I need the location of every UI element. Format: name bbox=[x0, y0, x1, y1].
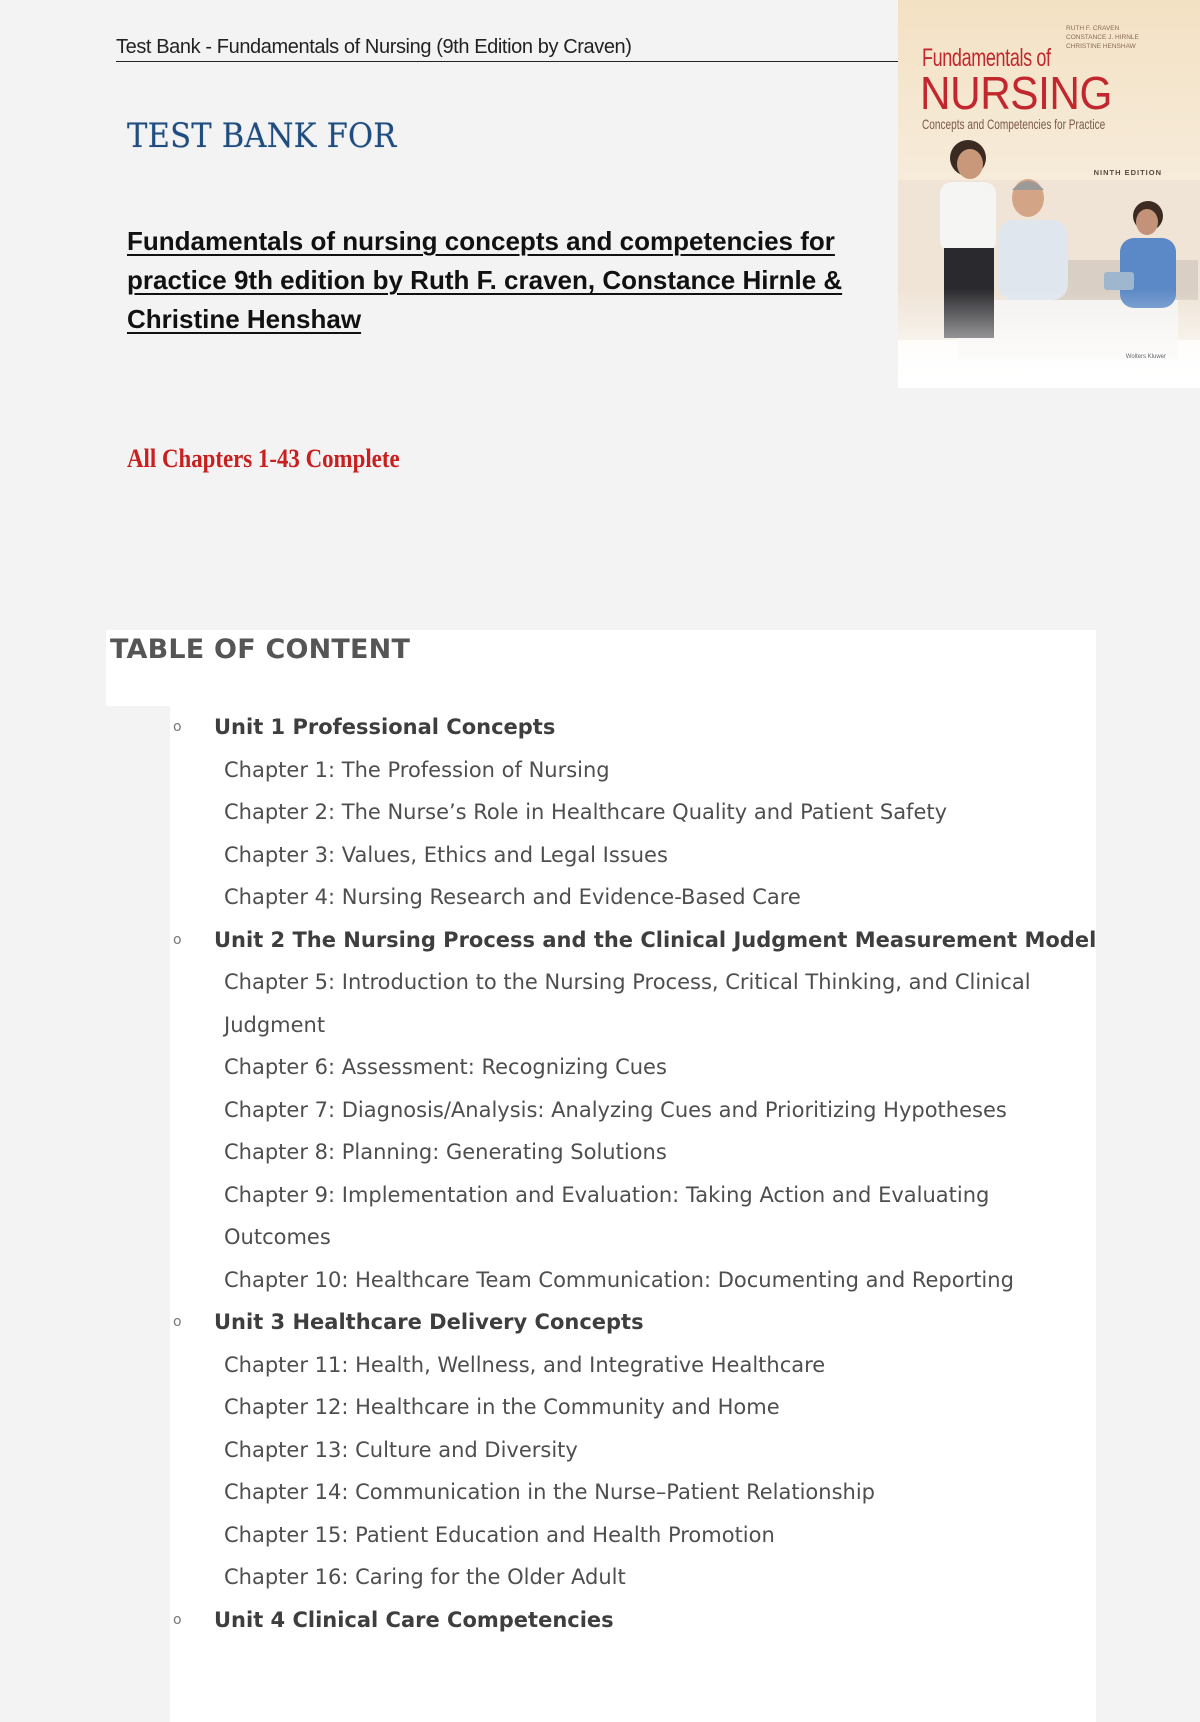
unit-bullet: o bbox=[173, 719, 182, 735]
unit-title: Unit 2 The Nursing Process and the Clinical Judgment Measurement Model bbox=[214, 927, 1097, 952]
unit-title: Unit 1 Professional Concepts bbox=[214, 715, 556, 739]
toc-heading: TABLE OF CONTENT bbox=[110, 634, 411, 665]
running-header: Test Bank - Fundamentals of Nursing (9th Edition by Craven) bbox=[116, 34, 898, 62]
unit-bullet: o bbox=[173, 1314, 182, 1330]
book-title: Fundamentals of nursing concepts and competencies for practice 9th edition by Ruth F. craven, Constance Hirnle & Christine Henshaw bbox=[127, 226, 843, 334]
toc-chapter: Chapter 7: Diagnosis/Analysis: Analyzing Cues and Prioritizing Hypotheses bbox=[224, 1097, 1007, 1122]
toc-chapter: Chapter 4: Nursing Research and Evidence-Based Care bbox=[224, 885, 801, 909]
toc-unit bbox=[170, 1301, 1096, 1344]
cover-subtitle: Concepts and Competencies for Practice bbox=[922, 116, 1106, 132]
table-of-contents bbox=[106, 630, 1096, 1650]
toc-chapter: Chapter 8: Planning: Generating Solutions bbox=[224, 1140, 667, 1164]
toc-unit bbox=[170, 706, 1096, 749]
unit-title: Unit 3 Healthcare Delivery Concepts bbox=[214, 1310, 644, 1334]
toc-chapter: Chapter 5: Introduction to the Nursing Process, Critical Thinking, and Clinical Judgment bbox=[224, 970, 1031, 1037]
toc-chapter: Chapter 2: The Nurse’s Role in Healthcare Quality and Patient Safety bbox=[224, 800, 948, 824]
title-prefix: TEST BANK FOR bbox=[127, 116, 397, 156]
cover-publisher: Wolters Kluwer bbox=[1125, 354, 1166, 360]
toc-chapter: Chapter 14: Communication in the Nurse–Patient Relationship bbox=[224, 1480, 875, 1504]
toc-unit bbox=[170, 919, 1096, 962]
toc-list bbox=[170, 706, 1096, 1641]
toc-chapter: Chapter 12: Healthcare in the Community and Home bbox=[224, 1395, 780, 1419]
toc-chapter: Chapter 9: Implementation and Evaluation: Taking Action and Evaluating Outcomes bbox=[224, 1182, 990, 1249]
toc-chapter: Chapter 15: Patient Education and Health Promotion bbox=[224, 1522, 775, 1547]
toc-chapter: Chapter 1: The Profession of Nursing bbox=[224, 757, 610, 782]
unit-bullet: o bbox=[173, 1611, 182, 1628]
toc-chapter: Chapter 10: Healthcare Team Communication: Documenting and Reporting bbox=[224, 1267, 1014, 1292]
cover-title-line1: Fundamentals of bbox=[922, 44, 1051, 72]
toc-unit bbox=[170, 1599, 1096, 1642]
toc-chapter: Chapter 16: Caring for the Older Adult bbox=[224, 1565, 626, 1589]
toc-chapter: Chapter 11: Health, Wellness, and Integrative Healthcare bbox=[224, 1352, 826, 1377]
toc-chapter: Chapter 3: Values, Ethics and Legal Issues bbox=[224, 842, 668, 867]
toc-chapter: Chapter 6: Assessment: Recognizing Cues bbox=[224, 1055, 667, 1079]
cover-illustration bbox=[898, 140, 1200, 388]
unit-bullet: o bbox=[173, 931, 182, 948]
cover-title-line2: NURSING bbox=[920, 67, 1112, 119]
toc-chapter: Chapter 13: Culture and Diversity bbox=[224, 1437, 578, 1462]
book-cover-image bbox=[898, 0, 1200, 388]
chapters-note: All Chapters 1-43 Complete bbox=[127, 444, 400, 473]
cover-authors: RUTH F. CRAVEN CONSTANCE J. HIRNLE CHRISTINE HENSHAW bbox=[1066, 25, 1139, 50]
unit-title: Unit 4 Clinical Care Competencies bbox=[214, 1607, 614, 1632]
